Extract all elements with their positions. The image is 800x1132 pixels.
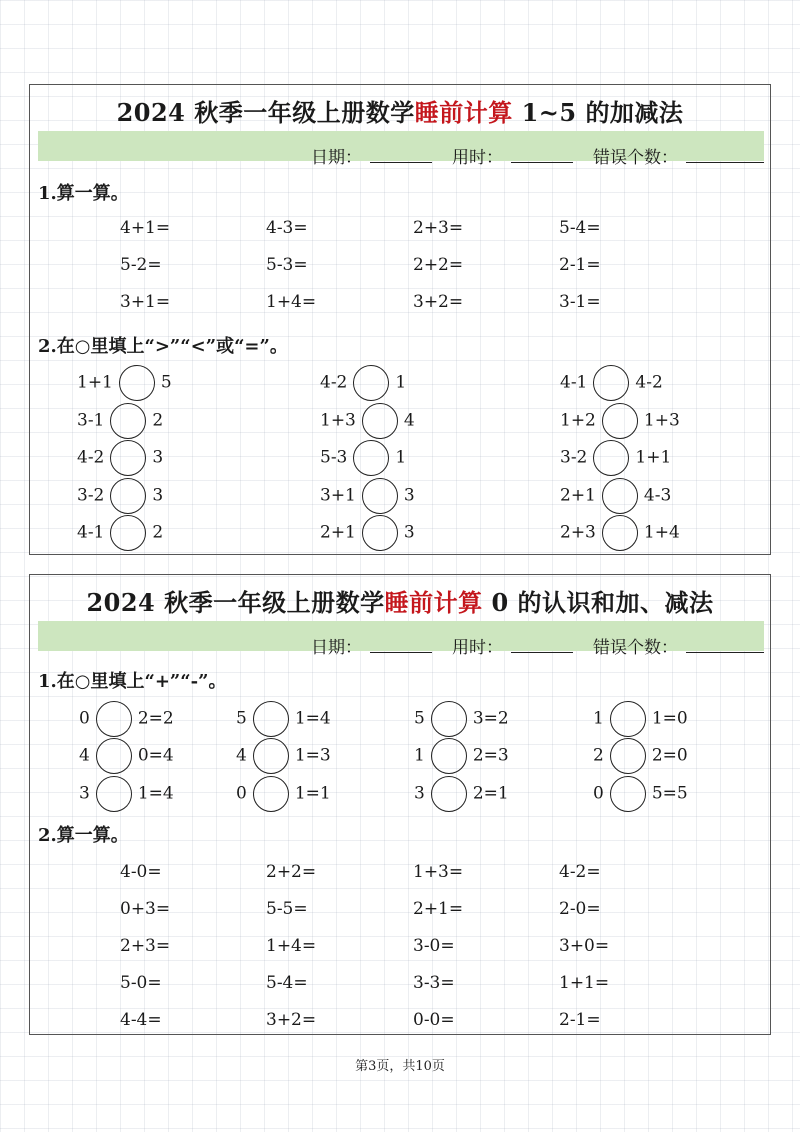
right-equation: 1=0 (651, 708, 688, 729)
answer-circle[interactable] (610, 701, 646, 737)
right-equation: 1=4 (137, 783, 174, 804)
problem[interactable]: 1+1= (559, 973, 610, 993)
left-expression: 4-2 (77, 447, 105, 468)
problem[interactable]: 2+1= (413, 899, 464, 919)
right-equation: 1=4 (294, 708, 331, 729)
left-operand: 1 (414, 745, 425, 766)
compare-item (77, 403, 163, 439)
answer-circle[interactable] (431, 738, 467, 774)
problem[interactable]: 5-4= (559, 218, 601, 238)
left-expression: 4-1 (560, 372, 588, 393)
right-expression: 4-3 (643, 485, 672, 506)
right-expression: 3 (403, 522, 415, 543)
compare-item (320, 478, 415, 514)
left-expression: 3-2 (560, 447, 588, 468)
answer-circle[interactable] (110, 478, 146, 514)
errors-field[interactable]: 错误个数： (593, 633, 764, 658)
answer-circle[interactable] (110, 440, 146, 476)
problem[interactable]: 3+2= (413, 292, 464, 312)
problem[interactable]: 3-3= (413, 973, 455, 993)
problem[interactable]: 4+1= (120, 218, 171, 238)
right-expression: 4-2 (635, 372, 663, 393)
answer-circle[interactable] (119, 365, 155, 401)
right-expression: 3 (403, 485, 415, 506)
fill-sign-item (593, 701, 688, 737)
problem[interactable]: 4-3= (266, 218, 308, 238)
answer-circle[interactable] (253, 701, 289, 737)
problem[interactable]: 3-0= (413, 936, 455, 956)
problem[interactable]: 2+3= (120, 936, 171, 956)
fill-sign-item (593, 776, 688, 812)
worksheet-title: 2024 秋季一年级上册数学睡前计算 1~5 的加减法 (116, 98, 684, 127)
compare-item (77, 440, 163, 476)
right-expression: 1 (395, 447, 407, 468)
right-expression: 3 (152, 447, 164, 468)
problem[interactable]: 2-1= (559, 255, 601, 275)
answer-circle[interactable] (431, 701, 467, 737)
right-expression: 2 (152, 410, 164, 431)
left-expression: 3-2 (77, 485, 105, 506)
info-row (38, 143, 764, 168)
problem[interactable]: 2+3= (413, 218, 464, 238)
date-field[interactable]: 日期： (311, 633, 432, 658)
left-operand: 0 (79, 708, 90, 729)
answer-circle[interactable] (431, 776, 467, 812)
left-expression: 4-2 (320, 372, 348, 393)
problem[interactable]: 5-3= (266, 255, 308, 275)
left-expression: 5-3 (320, 447, 348, 468)
right-equation: 2=2 (137, 708, 174, 729)
problem[interactable]: 3-1= (559, 292, 601, 312)
left-expression: 3+1 (320, 485, 356, 506)
right-equation: 0=4 (137, 745, 174, 766)
info-row (38, 633, 764, 658)
left-expression: 3-1 (77, 410, 105, 431)
fill-sign-item (593, 738, 688, 774)
section-fill-title: 1.在○里填上“+”“-”。 (38, 671, 227, 692)
answer-circle[interactable] (362, 515, 398, 551)
answer-circle[interactable] (602, 478, 638, 514)
answer-circle[interactable] (362, 403, 398, 439)
compare-item (320, 365, 406, 401)
right-equation: 1=1 (294, 783, 331, 804)
problem[interactable]: 2+2= (413, 255, 464, 275)
left-operand: 4 (79, 745, 90, 766)
compare-item (560, 365, 663, 401)
problem[interactable]: 3+1= (120, 292, 171, 312)
fill-sign-item (414, 738, 509, 774)
left-expression: 2+1 (560, 485, 596, 506)
answer-circle[interactable] (253, 738, 289, 774)
left-expression: 2+3 (560, 522, 596, 543)
compare-item (320, 515, 415, 551)
right-expression: 5 (160, 372, 172, 393)
right-equation: 3=2 (472, 708, 509, 729)
section-calc-title: 1.算一算。 (38, 183, 129, 204)
problem[interactable]: 5-0= (120, 973, 162, 993)
problem[interactable]: 0+3= (120, 899, 171, 919)
problem[interactable]: 4-2= (559, 862, 601, 882)
problem[interactable]: 4-0= (120, 862, 162, 882)
problem[interactable]: 2-1= (559, 1010, 601, 1030)
left-expression: 4-1 (77, 522, 105, 543)
compare-item (77, 365, 172, 401)
fill-sign-item (79, 701, 174, 737)
date-field[interactable]: 日期： (311, 143, 432, 168)
answer-circle[interactable] (353, 365, 389, 401)
problem[interactable]: 4-4= (120, 1010, 162, 1030)
page-footer: 第3页，共10页 (355, 1059, 445, 1074)
compare-item (320, 403, 415, 439)
answer-circle[interactable] (110, 403, 146, 439)
left-operand: 5 (414, 708, 425, 729)
problem[interactable]: 2-0= (559, 899, 601, 919)
answer-circle[interactable] (610, 776, 646, 812)
right-expression: 1+4 (643, 522, 680, 543)
left-operand: 3 (414, 783, 425, 804)
problem[interactable]: 5-5= (266, 899, 308, 919)
left-expression: 1+1 (77, 372, 113, 393)
compare-item (560, 478, 671, 514)
problem[interactable]: 5-2= (120, 255, 162, 275)
section-compare-title: 2.在○里填上“>”“<”或“=”。 (38, 336, 288, 357)
compare-item (77, 515, 163, 551)
answer-circle[interactable] (602, 515, 638, 551)
right-equation: 2=3 (472, 745, 509, 766)
left-operand: 0 (236, 783, 247, 804)
problem[interactable]: 5-4= (266, 973, 308, 993)
answer-circle[interactable] (253, 776, 289, 812)
right-expression: 3 (152, 485, 164, 506)
right-equation: 2=1 (472, 783, 509, 804)
section-calc-title: 2.算一算。 (38, 825, 129, 846)
fill-sign-item (414, 776, 509, 812)
problem[interactable]: 2+2= (266, 862, 317, 882)
answer-circle[interactable] (96, 776, 132, 812)
answer-circle[interactable] (353, 440, 389, 476)
answer-circle[interactable] (96, 701, 132, 737)
left-operand: 5 (236, 708, 247, 729)
left-operand: 1 (593, 708, 604, 729)
time-field[interactable]: 用时： (452, 143, 573, 168)
answer-circle[interactable] (593, 440, 629, 476)
compare-item (77, 478, 163, 514)
problem[interactable]: 1+4= (266, 292, 317, 312)
left-operand: 0 (593, 783, 604, 804)
compare-item (560, 515, 680, 551)
answer-circle[interactable] (362, 478, 398, 514)
problem[interactable]: 3+2= (266, 1010, 317, 1030)
worksheet-addition-subtraction-1-5 (29, 84, 771, 555)
left-operand: 3 (79, 783, 90, 804)
time-field[interactable]: 用时： (452, 633, 573, 658)
problem[interactable]: 3+0= (559, 936, 610, 956)
right-equation: 1=3 (294, 745, 331, 766)
fill-sign-item (79, 738, 174, 774)
fill-sign-item (79, 776, 174, 812)
right-expression: 4 (403, 410, 415, 431)
compare-item (320, 440, 406, 476)
problem[interactable]: 1+3= (413, 862, 464, 882)
right-equation: 5=5 (651, 783, 688, 804)
fill-sign-item (236, 776, 331, 812)
left-expression: 1+3 (320, 410, 356, 431)
answer-circle[interactable] (110, 515, 146, 551)
problem[interactable]: 0-0= (413, 1010, 455, 1030)
right-equation: 2=0 (651, 745, 688, 766)
fill-sign-item (236, 701, 331, 737)
left-operand: 4 (236, 745, 247, 766)
errors-field[interactable]: 错误个数： (593, 143, 764, 168)
right-expression: 1+1 (635, 447, 672, 468)
compare-item (560, 440, 671, 476)
left-operand: 2 (593, 745, 604, 766)
fill-sign-item (236, 738, 331, 774)
right-expression: 2 (152, 522, 164, 543)
compare-item (560, 403, 680, 439)
answer-circle[interactable] (602, 403, 638, 439)
left-expression: 1+2 (560, 410, 596, 431)
problem[interactable]: 1+4= (266, 936, 317, 956)
answer-circle[interactable] (96, 738, 132, 774)
answer-circle[interactable] (610, 738, 646, 774)
right-expression: 1 (395, 372, 407, 393)
fill-sign-item (414, 701, 509, 737)
worksheet-zero-addition-subtraction (29, 574, 771, 1035)
right-expression: 1+3 (643, 410, 680, 431)
answer-circle[interactable] (593, 365, 629, 401)
left-expression: 2+1 (320, 522, 356, 543)
worksheet-title: 2024 秋季一年级上册数学睡前计算 0 的认识和加、减法 (86, 588, 714, 617)
